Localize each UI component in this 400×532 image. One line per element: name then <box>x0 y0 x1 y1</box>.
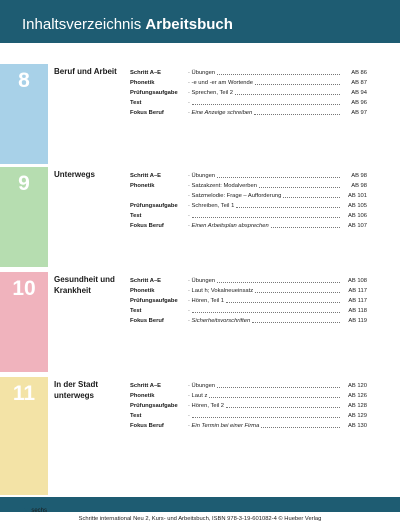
entry-description <box>188 68 215 78</box>
entry-label: Prüfungsaufgabe <box>130 298 178 304</box>
entry-bullet: · <box>188 90 192 96</box>
leader-dots <box>192 312 340 313</box>
entry-label: Test <box>130 308 142 314</box>
entry-page: AB 94 <box>351 90 367 96</box>
entry-bullet: · <box>188 308 190 314</box>
entry-description <box>188 221 269 231</box>
leader-dots <box>254 114 340 115</box>
entry-bullet: · <box>188 173 192 179</box>
entry-page: AB 120 <box>347 383 367 389</box>
entry-description <box>188 211 190 221</box>
entry-label: Prüfungsaufgabe <box>130 90 178 96</box>
toc-entry[interactable] <box>130 286 370 296</box>
entry-bullet: · <box>188 423 192 429</box>
entry-page: AB 98 <box>351 173 367 179</box>
entry-label: Test <box>130 100 142 106</box>
leader-dots <box>217 387 340 388</box>
entry-label: Schritt A–E <box>130 278 162 284</box>
toc-entry[interactable] <box>130 306 370 316</box>
entry-bullet: · <box>188 318 192 324</box>
toc-entry[interactable] <box>130 411 370 421</box>
entry-page: AB 128 <box>347 403 367 409</box>
entry-description-text: Laut z <box>191 393 208 399</box>
entry-page: AB 129 <box>347 413 367 419</box>
entry-label: Schritt A–E <box>130 173 162 179</box>
toc-entry[interactable] <box>130 171 370 181</box>
entry-description <box>188 391 207 401</box>
entry-bullet: · <box>188 298 192 304</box>
chapter-number: 10 <box>12 277 36 300</box>
entry-description-text: Ein Termin bei einer Firma <box>191 423 260 429</box>
chapter-section <box>0 377 400 495</box>
page-title <box>22 16 233 33</box>
chapter-title: Beruf und Arbeit <box>54 67 117 76</box>
entry-description-text: Satzmelodie: Frage – Aufforderung <box>191 193 282 199</box>
entry-description-text: Übungen <box>191 278 216 284</box>
toc-entry[interactable] <box>130 191 370 201</box>
leader-dots <box>209 397 340 398</box>
page-title-prefix: Inhaltsverzeichnis <box>22 16 142 33</box>
leader-dots <box>283 197 340 198</box>
entry-label: Phonetik <box>130 393 155 399</box>
entry-label: Phonetik <box>130 80 155 86</box>
entry-description-text: Einen Arbeitsplan absprechen <box>191 223 269 229</box>
chapter-title: Gesundheit und Krankheit <box>54 275 115 295</box>
entry-description <box>188 88 233 98</box>
toc-entry[interactable] <box>130 381 370 391</box>
entry-bullet: · <box>188 80 192 86</box>
entry-description <box>188 98 190 108</box>
entry-page: AB 117 <box>348 298 367 304</box>
entry-description-text: Sprechen, Teil 2 <box>191 90 234 96</box>
leader-dots <box>271 227 340 228</box>
page-number-word: sechs <box>31 508 48 514</box>
entry-description <box>188 381 215 391</box>
toc-entry[interactable] <box>130 391 370 401</box>
entry-description <box>188 316 250 326</box>
chapter-section <box>0 272 400 372</box>
entry-page: AB 119 <box>348 318 367 324</box>
chapter-number: 11 <box>12 382 36 405</box>
page-header <box>0 0 400 43</box>
leader-dots <box>192 417 340 418</box>
entry-page: AB 118 <box>348 308 367 314</box>
entry-description <box>188 108 252 118</box>
page-title-bold: Arbeitsbuch <box>145 16 233 33</box>
leader-dots <box>192 217 340 218</box>
entry-page: AB 130 <box>347 423 367 429</box>
leader-dots <box>235 94 340 95</box>
toc-entry[interactable] <box>130 211 370 221</box>
entry-label: Schritt A–E <box>130 70 162 76</box>
entry-bullet: · <box>188 183 192 189</box>
entry-description <box>188 171 215 181</box>
entry-description-text: Satzakzent: Modalverben <box>191 183 257 189</box>
entry-label: Fokus Beruf <box>130 423 164 429</box>
entry-label: Fokus Beruf <box>130 318 164 324</box>
entry-bullet: · <box>188 70 192 76</box>
entry-label: Schritt A–E <box>130 383 162 389</box>
entry-bullet: · <box>188 413 190 419</box>
entry-description <box>188 286 253 296</box>
leader-dots <box>226 407 340 408</box>
entry-description-text: Eine Anzeige schreiben <box>191 110 253 116</box>
toc-entry[interactable] <box>130 108 370 118</box>
entry-description <box>188 421 259 431</box>
entry-label: Prüfungsaufgabe <box>130 403 178 409</box>
leader-dots <box>217 282 340 283</box>
chapter-section <box>0 167 400 267</box>
chapter-title: Unterwegs <box>54 170 95 179</box>
entry-bullet: · <box>188 203 192 209</box>
entry-bullet: · <box>188 288 192 294</box>
leader-dots <box>192 104 340 105</box>
leader-dots <box>236 207 340 208</box>
entry-description <box>188 276 215 286</box>
entry-bullet: · <box>188 278 192 284</box>
toc-entry[interactable] <box>130 316 370 326</box>
leader-dots <box>259 187 340 188</box>
entry-page: AB 106 <box>347 213 367 219</box>
entry-bullet: · <box>188 403 192 409</box>
chapter-section <box>0 64 400 164</box>
entry-page: AB 105 <box>347 203 367 209</box>
entry-page: AB 97 <box>351 110 367 116</box>
entry-bullet: · <box>188 193 192 199</box>
toc-entry[interactable] <box>130 221 370 231</box>
entry-bullet: · <box>188 110 192 116</box>
toc-entry[interactable] <box>130 88 370 98</box>
chapter-entries <box>130 171 370 231</box>
leader-dots <box>255 292 340 293</box>
entry-description-text: Schreiben, Teil 1 <box>191 203 235 209</box>
entry-bullet: · <box>188 383 192 389</box>
entry-page: AB 117 <box>348 288 367 294</box>
entry-page: AB 101 <box>347 193 367 199</box>
entry-description <box>188 201 234 211</box>
toc-entry[interactable] <box>130 421 370 431</box>
toc-entry[interactable] <box>130 181 370 191</box>
chapter-number: 9 <box>18 172 30 195</box>
leader-dots <box>252 322 340 323</box>
entry-bullet: · <box>188 393 192 399</box>
entry-description-text: Hören, Teil 1 <box>191 298 224 304</box>
entry-bullet: · <box>188 223 192 229</box>
footer-citation: Schritte international Neu 2, Kurs- und Arbeitsbuch, ISBN 978-3-19-601082-4 © Hueber Verlag <box>78 516 322 522</box>
entry-description <box>188 401 224 411</box>
chapter-number: 8 <box>18 69 30 92</box>
entry-page: AB 87 <box>351 80 367 86</box>
entry-bullet: · <box>188 213 190 219</box>
entry-description <box>188 181 257 191</box>
entry-description <box>188 191 281 201</box>
entry-label: Prüfungsaufgabe <box>130 203 178 209</box>
toc-entry[interactable] <box>130 78 370 88</box>
chapter-entries <box>130 276 370 326</box>
entry-label: Fokus Beruf <box>130 223 164 229</box>
entry-description-text: Hören, Teil 2 <box>191 403 224 409</box>
entry-description-text: Laut h; Vokalneueinsatz <box>191 288 254 294</box>
leader-dots <box>217 177 340 178</box>
entry-description-text: Sicherheitsvorschriften <box>191 318 251 324</box>
entry-description-text: Übungen <box>191 70 216 76</box>
leader-dots <box>261 427 340 428</box>
entry-label: Fokus Beruf <box>130 110 164 116</box>
footer-page-number <box>24 508 47 514</box>
entry-bullet: · <box>188 100 190 106</box>
entry-label: Test <box>130 213 142 219</box>
page-number: VI <box>24 508 30 514</box>
leader-dots <box>217 74 340 75</box>
entry-page: AB 86 <box>351 70 367 76</box>
toc-entry[interactable] <box>130 98 370 108</box>
entry-label: Test <box>130 413 142 419</box>
entry-page: AB 107 <box>347 223 367 229</box>
entry-description-text: Übungen <box>191 383 216 389</box>
entry-description-text: -e und -er am Wortende <box>191 80 253 86</box>
entry-label: Phonetik <box>130 288 155 294</box>
toc-entry[interactable] <box>130 296 370 306</box>
toc-entry[interactable] <box>130 401 370 411</box>
entry-page: AB 126 <box>347 393 367 399</box>
entry-description <box>188 78 253 88</box>
entry-label: Phonetik <box>130 183 155 189</box>
chapter-title: In der Stadt unterwegs <box>54 380 99 400</box>
toc-entry[interactable] <box>130 68 370 78</box>
chapter-entries <box>130 68 370 118</box>
footer-bar <box>0 497 400 512</box>
entry-description <box>188 296 224 306</box>
leader-dots <box>226 302 340 303</box>
entry-description <box>188 411 190 421</box>
leader-dots <box>255 84 340 85</box>
entry-description-text: Übungen <box>191 173 216 179</box>
toc-entry[interactable] <box>130 276 370 286</box>
entry-page: AB 96 <box>351 100 367 106</box>
entry-description <box>188 306 190 316</box>
toc-entry[interactable] <box>130 201 370 211</box>
chapter-entries <box>130 381 370 431</box>
entry-page: AB 98 <box>351 183 367 189</box>
entry-page: AB 108 <box>347 278 367 284</box>
